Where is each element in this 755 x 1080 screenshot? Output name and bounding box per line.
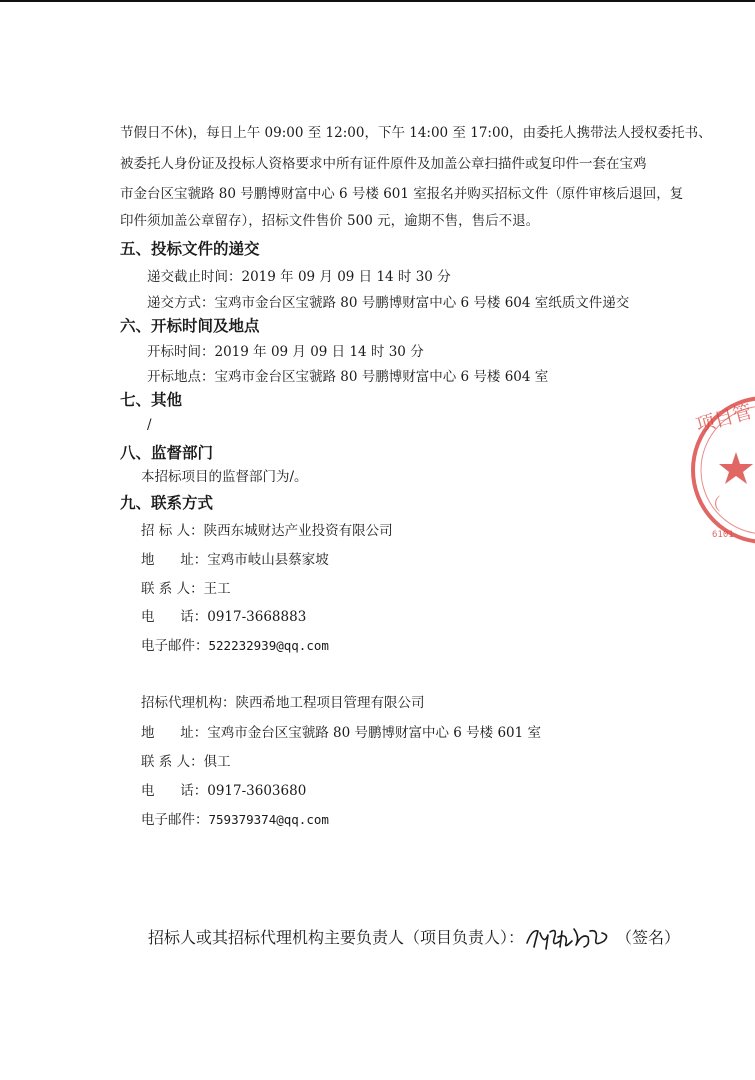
page-top-border [0, 0, 755, 2]
tenderer-contact-label: 联 系 人： [141, 581, 204, 597]
tenderer-contact-row [141, 580, 231, 598]
agency-name-row [141, 694, 425, 712]
tenderer-name-row [141, 522, 393, 540]
tenderer-contact: 王工 [203, 581, 231, 597]
supervision-content: 本招标项目的监督部门为/。 [141, 469, 308, 485]
other-content: / [147, 417, 152, 433]
section-8-heading: 八、监督部门 [120, 444, 214, 462]
section-7-heading: 七、其他 [120, 391, 183, 409]
opening-time: 开标时间：2019 年 09 月 09 日 14 时 30 分 [147, 344, 424, 360]
agency-address-label: 地 址： [141, 725, 208, 741]
agency-phone-row [141, 782, 306, 800]
submission-method: 递交方式：宝鸡市金台区宝虢路 80 号鹏博财富中心 6 号楼 604 室纸质文件递交 [147, 295, 630, 311]
agency-phone-label: 电 话： [141, 783, 208, 799]
submission-deadline: 递交截止时间：2019 年 09 月 09 日 14 时 30 分 [147, 269, 451, 285]
agency-email: 759379374@qq.com [208, 812, 329, 827]
agency-name: 陕西希地工程项目管理有限公司 [235, 695, 425, 711]
tenderer-phone-label: 电 话： [141, 609, 208, 625]
tenderer-phone-row [141, 608, 306, 626]
intro-line-3: 市金台区宝虢路 80 号鹏博财富中心 6 号楼 601 室报名并购买招标文件（原件审核后退回，复 [120, 186, 684, 202]
intro-line-2: 被委托人身份证及投标人资格要求中所有证件原件及加盖公章扫描件或复印件一套在宝鸡 [120, 156, 647, 172]
agency-phone: 0917-3603680 [207, 783, 307, 799]
agency-contact-row [141, 753, 231, 771]
intro-line-4: 印件须加盖公章留存），招标文件售价 500 元，逾期不售，售后不退。 [120, 213, 540, 229]
svg-text:（: （ [704, 495, 721, 515]
tenderer-address: 宝鸡市岐山县蔡家坡 [207, 552, 329, 568]
tenderer-address-row [141, 551, 329, 569]
opening-place: 开标地点：宝鸡市金台区宝虢路 80 号鹏博财富中心 6 号楼 604 室 [147, 369, 549, 385]
seal-number: 6101 [712, 530, 734, 540]
company-seal [690, 392, 755, 552]
tenderer-email: 522232939@qq.com [208, 638, 329, 653]
tenderer-email-label: 电子邮件： [141, 638, 209, 654]
agency-address: 宝鸡市金台区宝虢路 80 号鹏博财富中心 6 号楼 601 室 [207, 725, 542, 741]
agency-address-row [141, 724, 541, 742]
agency-name-label: 招标代理机构： [141, 695, 236, 711]
seal-icon [690, 392, 755, 552]
tenderer-name: 陕西东城财达产业投资有限公司 [203, 523, 393, 539]
signature-suffix: （签名） [616, 928, 681, 947]
agency-contact-label: 联 系 人： [141, 754, 204, 770]
agency-email-label: 电子邮件： [141, 812, 209, 828]
handwritten-signature-icon [524, 923, 616, 951]
signature-line [148, 923, 680, 951]
section-9-heading: 九、联系方式 [120, 494, 214, 512]
intro-line-1: 节假日不休)，每日上午 09:00 至 12:00，下午 14:00 至 17:00，由委托人携带法人授权委托书、 [120, 125, 712, 141]
section-6-heading: 六、开标时间及地点 [120, 317, 260, 335]
signature-line-text: 招标人或其招标代理机构主要负责人（项目负责人）： [148, 928, 525, 947]
seal-text: 项目管 [693, 400, 755, 437]
tenderer-phone: 0917-3668883 [207, 609, 307, 625]
tenderer-name-label: 招 标 人： [141, 523, 204, 539]
agency-contact: 俱工 [203, 754, 231, 770]
tenderer-address-label: 地 址： [141, 552, 208, 568]
tenderer-email-row [141, 637, 329, 655]
section-5-heading: 五、投标文件的递交 [120, 240, 260, 258]
agency-email-row [141, 811, 329, 829]
